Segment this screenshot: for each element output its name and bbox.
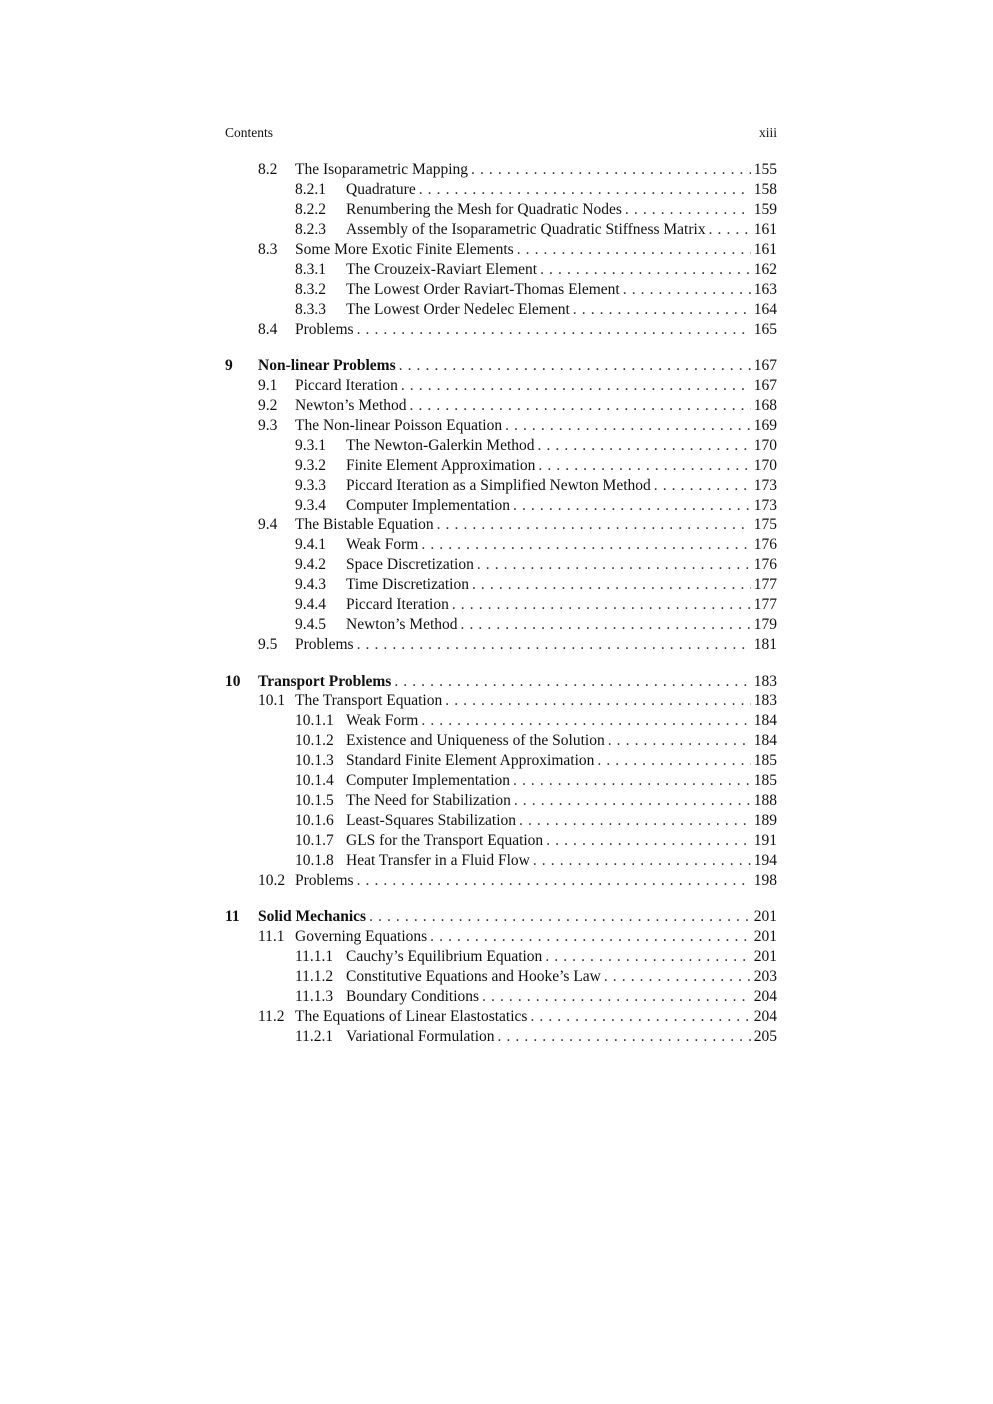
toc-entry-title: Heat Transfer in a Fluid Flow: [346, 851, 530, 869]
toc-entry-number: 8.3.2: [295, 280, 326, 298]
toc-entry-subsection[interactable]: [225, 615, 777, 635]
toc-entry-subsection[interactable]: [225, 200, 777, 220]
toc-entry-chapter[interactable]: [225, 672, 777, 692]
toc-entry-number: 9.3.4: [295, 496, 326, 514]
dot-leader: [357, 635, 751, 655]
toc-entry-page: 185: [753, 752, 777, 770]
toc-entry-number: 9.4.5: [295, 616, 326, 634]
toc-entry-title: Computer Implementation: [346, 496, 511, 514]
toc-entry-section[interactable]: [225, 320, 777, 340]
dot-leader: [461, 615, 751, 635]
toc-entry-subsection[interactable]: [225, 555, 777, 575]
toc-entry-page: 163: [753, 280, 777, 298]
toc-entry-number: 9.3.1: [295, 436, 326, 454]
toc-entry-page: 203: [753, 968, 777, 986]
toc-entry-page: 175: [753, 516, 777, 534]
dot-leader: [623, 280, 751, 300]
toc-entry-subsection[interactable]: [225, 771, 777, 791]
toc-entry-subsection[interactable]: [225, 535, 777, 555]
dot-leader: [654, 476, 751, 496]
toc-entry-chapter[interactable]: [225, 907, 777, 927]
toc-entry-number: 8.3.1: [295, 260, 326, 278]
toc-entry-number: 10.1: [258, 692, 286, 710]
toc-entry-page: 164: [753, 300, 777, 318]
toc-entry-title: Governing Equations: [295, 928, 428, 946]
toc-entry-section[interactable]: [225, 1007, 777, 1027]
dot-leader: [546, 831, 751, 851]
toc-entry-number: 8.2: [258, 161, 278, 178]
toc-entry-section[interactable]: [225, 515, 777, 535]
toc-entry-page: 181: [753, 636, 777, 654]
toc-entry-subsection[interactable]: [225, 280, 777, 300]
page-number: xiii: [758, 125, 777, 140]
toc-entry-page: 167: [753, 356, 777, 374]
toc-entry-subsection[interactable]: [225, 851, 777, 871]
toc-entry-number: 10: [225, 672, 241, 690]
toc-entry-page: 169: [753, 416, 777, 434]
toc-entry-number: 10.1.5: [295, 792, 334, 810]
toc-entry-section[interactable]: [225, 376, 777, 396]
toc-entry-number: 9.5: [258, 636, 278, 654]
toc-entry-title: The Transport Equation: [295, 692, 443, 710]
dot-leader: [514, 791, 751, 811]
dot-leader: [445, 691, 751, 711]
toc-entry-subsection[interactable]: [225, 731, 777, 751]
dot-leader: [369, 907, 751, 927]
toc-entry-title: Weak Form: [346, 712, 419, 730]
toc-entry-number: 9: [225, 356, 233, 374]
toc-entry-page: 177: [753, 576, 777, 594]
toc-entry-subsection[interactable]: [225, 831, 777, 851]
toc-entry-title: Piccard Iteration as a Simplified Newton Method: [346, 476, 651, 494]
toc-entry-page: 201: [753, 908, 777, 926]
running-head: [225, 125, 777, 141]
dot-leader: [513, 771, 751, 791]
toc-entry-page: 165: [753, 320, 777, 338]
toc-entry-page: 161: [753, 240, 777, 258]
toc-entry-subsection[interactable]: [225, 436, 777, 456]
toc-entry-title: Problems: [295, 320, 354, 338]
toc-entry-title: Problems: [295, 636, 354, 654]
dot-leader: [608, 731, 751, 751]
toc-entry-number: 10.1.2: [295, 732, 334, 750]
toc-entry-title: The Equations of Linear Elastostatics: [295, 1008, 528, 1025]
dot-leader: [538, 436, 751, 456]
toc-entry-title: Least-Squares Stabilization: [346, 812, 517, 830]
dot-leader: [505, 416, 751, 436]
dot-leader: [538, 456, 750, 476]
toc-entry-page: 184: [753, 712, 777, 730]
toc-entry-number: 9.4: [258, 516, 278, 534]
toc-entry-number: 10.2: [258, 871, 286, 889]
toc-entry-page: 184: [753, 732, 777, 750]
toc-entry-subsection[interactable]: [225, 987, 777, 1007]
toc-entry-title: The Isoparametric Mapping: [295, 161, 469, 178]
dot-leader: [533, 851, 751, 871]
toc-entry-page: 173: [753, 496, 777, 514]
toc-entry-subsection[interactable]: [225, 947, 777, 967]
toc-entry-page: 161: [753, 220, 777, 238]
toc-entry-title: The Crouzeix-Raviart Element: [346, 260, 538, 278]
toc-entry-subsection[interactable]: [225, 180, 777, 200]
toc-entry-title: Space Discretization: [346, 556, 474, 574]
dot-leader: [357, 871, 751, 891]
dot-leader: [419, 180, 751, 200]
toc-entry-title: Finite Element Approximation: [346, 456, 536, 474]
toc-entry-page: 188: [753, 792, 777, 810]
toc-entry-section[interactable]: [225, 871, 777, 891]
toc-entry-number: 8.3: [258, 240, 278, 258]
toc-entry-title: Newton’s Method: [295, 396, 407, 414]
dot-leader: [530, 1007, 750, 1027]
toc-entry-subsection[interactable]: [225, 300, 777, 320]
dot-leader: [482, 987, 751, 1007]
toc-entry-title: Variational Formulation: [346, 1027, 495, 1045]
toc-entry-page: 201: [753, 928, 777, 946]
toc-entry-title: Standard Finite Element Approximation: [346, 752, 595, 770]
dot-leader: [421, 535, 750, 555]
toc-entry-page: 205: [753, 1027, 777, 1045]
toc-entry-title: Boundary Conditions: [346, 988, 480, 1006]
dot-leader: [519, 811, 751, 831]
toc-entry-subsection[interactable]: [225, 711, 777, 731]
toc-entry-number: 11.1: [258, 928, 285, 946]
toc-entry-page: 201: [753, 948, 777, 966]
toc-entry-number: 10.1.7: [295, 832, 334, 849]
toc-entry-section[interactable]: [225, 691, 777, 711]
toc-entry-number: 9.2: [258, 396, 278, 414]
toc-entry-number: 11.2.1: [295, 1027, 334, 1045]
toc-entry-number: 10.1.8: [295, 851, 334, 869]
toc-entry-page: 159: [753, 200, 777, 218]
toc-entry-title: The Non-linear Poisson Equation: [295, 416, 503, 434]
toc-entry-page: 189: [753, 812, 777, 830]
toc-entry-title: Existence and Uniqueness of the Solution: [346, 732, 605, 750]
toc-entry-page: 204: [753, 988, 777, 1006]
toc-entry-title: Constitutive Equations and Hooke’s Law: [346, 968, 601, 986]
toc-entry-number: 11.1.2: [295, 968, 334, 986]
toc-entry-title: The Need for Stabilization: [346, 792, 511, 810]
toc-entry-number: 10.1.6: [295, 812, 334, 830]
toc-entry-section[interactable]: [225, 240, 777, 260]
toc-entry-section[interactable]: [225, 416, 777, 436]
dot-leader: [399, 356, 751, 376]
toc-entry-subsection[interactable]: [225, 811, 777, 831]
toc-entry-number: 9.4.1: [295, 536, 326, 554]
toc-entry-subsection[interactable]: [225, 575, 777, 595]
toc-entry-subsection[interactable]: [225, 456, 777, 476]
toc-entry-title: GLS for the Transport Equation: [346, 832, 544, 849]
dot-leader: [625, 200, 751, 220]
toc-entry-section[interactable]: [225, 396, 777, 416]
toc-entry-number: 9.1: [258, 376, 278, 394]
dot-leader: [421, 711, 750, 731]
dot-leader: [513, 496, 751, 516]
dot-leader: [357, 320, 751, 340]
toc-entry-title: Cauchy’s Equilibrium Equation: [346, 948, 543, 966]
dot-leader: [604, 967, 751, 987]
toc-entry-page: 155: [753, 161, 777, 178]
toc-entry-number: 9.3.2: [295, 456, 326, 474]
toc-entry-title: Piccard Iteration: [295, 376, 398, 394]
toc-entry-subsection[interactable]: [225, 220, 777, 240]
dot-leader: [545, 947, 750, 967]
toc-entry-section[interactable]: [225, 635, 777, 655]
dot-leader: [430, 927, 751, 947]
toc-entry-number: 8.4: [258, 320, 278, 338]
toc-entry-title: The Lowest Order Raviart-Thomas Element: [346, 280, 620, 298]
toc-entry-page: 183: [753, 672, 777, 690]
dot-leader: [540, 260, 751, 280]
toc-entry-number: 8.2.3: [295, 220, 326, 238]
toc-entry-page: 167: [753, 376, 777, 394]
toc-entry-title: Time Discretization: [346, 576, 469, 594]
toc-entry-section[interactable]: [225, 160, 777, 180]
toc-entry-subsection[interactable]: [225, 967, 777, 987]
toc-entry-number: 9.4.3: [295, 576, 326, 594]
dot-leader: [573, 300, 751, 320]
toc-entry-chapter[interactable]: [225, 356, 777, 376]
toc-entry-title: Renumbering the Mesh for Quadratic Nodes: [346, 200, 622, 218]
toc-entry-title: The Lowest Order Nedelec Element: [346, 300, 570, 318]
toc-entry-page: 176: [753, 536, 777, 554]
toc-entry-title: Solid Mechanics: [258, 908, 367, 926]
toc-entry-section[interactable]: [225, 927, 777, 947]
toc-entry-title: The Bistable Equation: [295, 516, 434, 534]
running-head-title: Contents: [225, 125, 274, 140]
toc-entry-number: 10.1.3: [295, 752, 334, 770]
toc-entry-page: 191: [753, 832, 777, 849]
toc-entry-page: 179: [753, 616, 777, 634]
toc-entry-number: 8.2.1: [295, 180, 326, 198]
toc-entry-subsection[interactable]: [225, 476, 777, 496]
toc-entry-subsection[interactable]: [225, 791, 777, 811]
toc-entry-page: 168: [753, 396, 777, 414]
toc-entry-subsection[interactable]: [225, 1027, 777, 1047]
toc-entry-title: Assembly of the Isoparametric Quadratic Stiffness Matrix: [346, 220, 706, 238]
dot-leader: [498, 1027, 751, 1047]
toc-entry-page: 198: [753, 871, 777, 889]
toc-entry-number: 11.1.3: [295, 988, 334, 1006]
toc-entry-page: 170: [753, 456, 777, 474]
dot-leader: [471, 160, 751, 180]
toc-entry-title: Problems: [295, 871, 354, 889]
toc-entry-title: The Newton-Galerkin Method: [346, 436, 535, 454]
toc-entry-subsection[interactable]: [225, 751, 777, 771]
toc-entry-page: 162: [753, 260, 777, 278]
toc-entry-subsection[interactable]: [225, 595, 777, 615]
toc-entry-page: 194: [753, 851, 777, 869]
toc-entry-title: Computer Implementation: [346, 772, 511, 790]
dot-leader: [597, 751, 750, 771]
toc-entry-title: Piccard Iteration: [346, 596, 449, 614]
dot-leader: [709, 220, 751, 240]
dot-leader: [472, 575, 751, 595]
toc-entry-number: 9.4.2: [295, 556, 326, 574]
dot-leader: [410, 396, 751, 416]
toc-entry-number: 11.1.1: [295, 948, 334, 966]
toc-entry-number: 11.2: [258, 1008, 285, 1025]
table-of-contents: [225, 160, 777, 1047]
toc-entry-title: Non-linear Problems: [258, 356, 396, 374]
toc-entry-title: Newton’s Method: [346, 616, 458, 634]
dot-leader: [477, 555, 751, 575]
toc-entry-number: 8.3.3: [295, 300, 326, 318]
toc-entry-number: 9.4.4: [295, 596, 326, 614]
toc-entry-page: 177: [753, 596, 777, 614]
toc-entry-number: 11: [225, 908, 240, 926]
toc-entry-title: Transport Problems: [258, 672, 392, 690]
toc-entry-title: Some More Exotic Finite Elements: [295, 240, 514, 258]
toc-entry-number: 9.3.3: [295, 476, 326, 494]
dot-leader: [452, 595, 751, 615]
dot-leader: [394, 672, 750, 692]
toc-entry-number: 8.2.2: [295, 200, 326, 218]
toc-entry-page: 185: [753, 772, 777, 790]
toc-entry-page: 204: [753, 1008, 777, 1025]
toc-entry-subsection[interactable]: [225, 260, 777, 280]
toc-entry-page: 173: [753, 476, 777, 494]
toc-entry-title: Weak Form: [346, 536, 419, 554]
toc-entry-page: 158: [753, 180, 777, 198]
toc-entry-title: Quadrature: [346, 180, 416, 198]
toc-entry-subsection[interactable]: [225, 496, 777, 516]
dot-leader: [401, 376, 751, 396]
toc-entry-number: 10.1.1: [295, 712, 334, 730]
dot-leader: [517, 240, 751, 260]
toc-entry-number: 9.3: [258, 416, 278, 434]
toc-entry-page: 183: [753, 692, 777, 710]
toc-entry-page: 170: [753, 436, 777, 454]
dot-leader: [437, 515, 751, 535]
toc-entry-page: 176: [753, 556, 777, 574]
toc-entry-number: 10.1.4: [295, 772, 334, 790]
